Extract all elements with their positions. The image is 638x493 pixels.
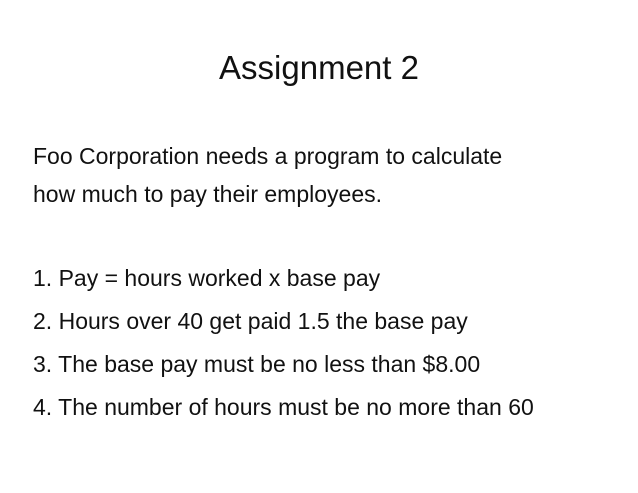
slide-title: Assignment 2 (219, 49, 419, 86)
rule-number: 1. (33, 265, 53, 291)
rule-item-4 (33, 393, 534, 421)
rule-text: The number of hours must be no more than 60 (58, 394, 534, 420)
rule-number: 4. (33, 394, 53, 420)
rule-text: Hours over 40 get paid 1.5 the base pay (58, 308, 468, 334)
intro-line-2: how much to pay their employees. (33, 181, 383, 207)
rule-item-2 (33, 307, 534, 335)
rule-number: 3. (33, 351, 53, 377)
rule-item-3 (33, 350, 534, 378)
rule-number: 2. (33, 308, 53, 334)
rule-item-1 (33, 264, 534, 292)
rules-list (33, 264, 534, 436)
rule-text: The base pay must be no less than $8.00 (58, 351, 481, 377)
intro-line-1: Foo Corporation needs a program to calculate (33, 143, 503, 169)
rule-text: Pay = hours worked x base pay (58, 265, 381, 291)
